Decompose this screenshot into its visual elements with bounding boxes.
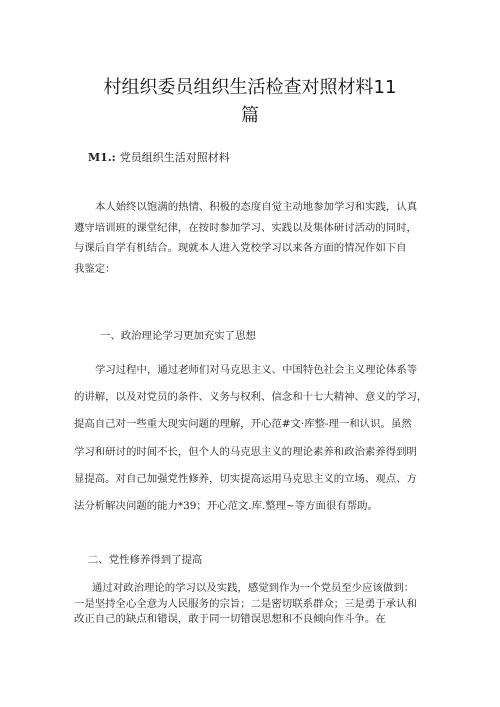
paragraph-line: 的讲解，以及对党员的条件、义务与权利、信念和十七大精神、意义的学习， [74,391,428,404]
paragraph-line: 提高自己对一些重大现实问题的理解，开心范#文·库整-理一和认识。虽然 [74,418,412,431]
paragraph-line: 通过对政治理论的学习以及实践，感觉到作为一个党员至少应该做到： [92,582,415,594]
paragraph-intro [74,197,434,279]
paragraph-line: 学习和研讨的时间不长，但个人的马克思主义的理论素养和政治素养得到明 [74,445,417,458]
section-subtitle [88,149,230,165]
paragraph-party-spirit [74,581,434,628]
heading-political-theory: 一、政治理论学习更加充实了思想 [100,330,256,342]
paragraph-line: 学习过程中，通过老师们对马克思主义、中国特色社会主义理论体系等 [95,364,418,376]
document-title [60,74,440,130]
paragraph-line: 本人始终以饱满的热情、积极的态度自觉主动地参加学习和实践，认真 [95,201,418,213]
paragraph-line: 与课后自学有机结合。现就本人进入党校学习以来各方面的情况作如下自 [74,242,407,254]
paragraph-line: 显提高。对自己加强党性修养，切实提高运用马克思主义的立场、观点、方 [74,472,417,485]
paragraph-political-theory [74,357,434,520]
paragraph-line: 改正自己的缺点和错误，敢于同一切错误思想和不良倾向作斗争。在 [74,613,386,625]
title-line-1: 村组织委员组织生活检查对照材料11 [103,77,397,98]
paragraph-line: 遵守培训班的课堂纪律，在按时参加学习、实践以及集体研讨活动的同时， [74,221,417,234]
paragraph-line: 法分析解决问题的能力*39；开心范文.库.整理~等方面很有帮助。 [74,500,378,513]
paragraph-line: 我鉴定： [74,262,116,275]
heading-party-spirit: 二、党性修养得到了提高 [88,554,203,566]
section-label: M1.: [88,151,116,164]
paragraph-line: 一是坚持全心全意为人民服务的宗旨；二是密切联系群众；三是勇于承认和 [74,597,417,610]
section-title: 党员组织生活对照材料 [119,151,230,164]
title-line-2: 篇 [241,105,259,126]
